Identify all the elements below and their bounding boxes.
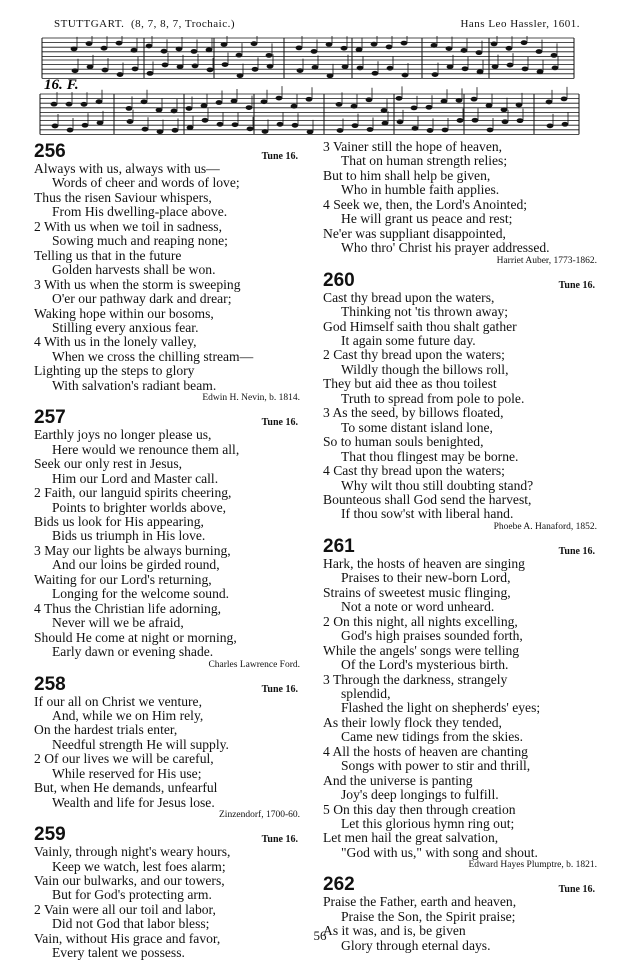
- verse-line: Flashed the light on shepherds' eyes;: [341, 700, 541, 716]
- tune-reference: Tune 16.: [261, 683, 298, 695]
- verse-line: As it was, and is, be given: [323, 923, 466, 939]
- left-column: [34, 140, 300, 961]
- verse-line: Telling us that in the future: [34, 247, 182, 263]
- note-head: [201, 103, 208, 108]
- verse-line: But for God's protecting arm.: [52, 887, 212, 903]
- note-head: [471, 97, 478, 102]
- hymn-heading: [34, 140, 300, 162]
- note-head: [207, 67, 214, 72]
- verse-line: O'er our pathway dark and drear;: [52, 291, 232, 307]
- note-head: [432, 72, 439, 77]
- hymn-heading: [34, 823, 300, 845]
- note-head: [206, 47, 213, 52]
- verse-line: But, when He demands, unfearful: [34, 780, 218, 796]
- note-head: [356, 47, 363, 52]
- tune-header: [54, 18, 235, 30]
- verse-line: 2 With us when we toil in sadness,: [34, 218, 222, 234]
- verse-line: Came new tidings from the skies.: [341, 729, 523, 745]
- note-head: [552, 65, 559, 70]
- hymn-259-continued: [323, 140, 597, 267]
- hymn-258: [34, 673, 300, 822]
- note-head: [101, 46, 108, 51]
- note-head: [312, 65, 319, 70]
- note-head: [221, 42, 228, 47]
- note-head: [131, 48, 138, 53]
- note-head: [81, 102, 88, 107]
- note-head: [562, 122, 569, 127]
- note-head: [67, 128, 74, 133]
- note-head: [177, 64, 184, 69]
- note-head: [426, 105, 433, 110]
- verse-line: 2 Cast thy bread upon the waters;: [323, 347, 505, 363]
- verse-line: Praises to their new-born Lord,: [341, 570, 511, 586]
- verse-line: While reserved for His use;: [52, 765, 202, 781]
- composer-credit: Hans Leo Hassler, 1601.: [460, 18, 580, 30]
- verse-line: Truth to spread from pole to pole.: [341, 390, 525, 406]
- verse-line: 3 Through the darkness, strangely: [323, 671, 508, 687]
- hymn-author: Edwin H. Nevin, b. 1814.: [202, 393, 300, 404]
- note-head: [537, 69, 544, 74]
- hymn-number: 256: [34, 141, 66, 162]
- note-head: [277, 122, 284, 127]
- right-column: [323, 140, 597, 953]
- hymn-heading: [34, 673, 300, 695]
- verse-line: Seek our only rest in Jesus,: [34, 456, 183, 472]
- note-head: [306, 97, 313, 102]
- hymn-257: [34, 406, 300, 670]
- note-head: [446, 46, 453, 51]
- note-head: [191, 49, 198, 54]
- verse-line: Needful strength He will supply.: [52, 736, 229, 752]
- note-head: [402, 73, 409, 78]
- verse-line: Not a note or word unheard.: [341, 599, 495, 615]
- verse-line: 4 Cast thy bread upon the waters;: [323, 463, 505, 479]
- note-head: [342, 64, 349, 69]
- verse-line: While the angels' songs were telling: [323, 642, 520, 658]
- note-head: [82, 123, 89, 128]
- note-head: [397, 119, 404, 124]
- verse-line: Lighting up the steps to glory: [34, 363, 195, 379]
- note-head: [266, 53, 273, 58]
- note-head: [507, 63, 514, 68]
- note-head: [456, 98, 463, 103]
- tune-reference: Tune 16.: [558, 279, 595, 291]
- verse-line: 3 May our lights be always burning,: [34, 542, 231, 558]
- note-head: [237, 73, 244, 78]
- note-head: [461, 48, 468, 53]
- note-head: [371, 42, 378, 47]
- note-head: [551, 53, 558, 58]
- note-head: [117, 72, 124, 77]
- verse-line: Praise the Son, the Spirit praise;: [341, 908, 516, 924]
- hymn-number: 260: [323, 269, 355, 291]
- hymn-number: 257: [34, 407, 66, 429]
- note-head: [516, 103, 523, 108]
- verse-line: Should He come at night or morning,: [34, 629, 237, 645]
- verse-line: On the hardest trials enter,: [34, 722, 178, 738]
- note-head: [357, 66, 364, 71]
- verse-line: It again some future day.: [341, 332, 476, 348]
- note-head: [336, 102, 343, 107]
- note-head: [311, 49, 318, 54]
- note-head: [486, 103, 493, 108]
- note-head: [252, 67, 259, 72]
- note-head: [337, 128, 344, 133]
- verse-line: Bounteous shall God send the harvest,: [323, 491, 532, 507]
- verse-line: Always with us, always with us—: [34, 161, 220, 176]
- verse-line: But to him shall help be given,: [323, 167, 491, 183]
- verse-line: 3 With us when the storm is sweeping: [34, 276, 241, 292]
- page-number: 56: [313, 928, 327, 943]
- hymn-heading: [323, 873, 597, 895]
- note-head: [102, 68, 109, 73]
- note-head: [161, 49, 168, 54]
- verse-line: With salvation's radiant beam.: [52, 377, 217, 393]
- note-head: [202, 118, 209, 123]
- note-head: [172, 128, 179, 133]
- verse-line: Him our Lord and Master call.: [52, 470, 219, 486]
- verse-line: 2 Vain were all our toil and labor,: [34, 901, 216, 917]
- note-head: [387, 66, 394, 71]
- note-head: [276, 96, 283, 101]
- tune-reference: Tune 16.: [558, 884, 595, 896]
- verse-line: If our all on Christ we venture,: [34, 693, 202, 709]
- verse-line: Keep we watch, lest foes alarm;: [52, 858, 226, 874]
- note-head: [396, 96, 403, 101]
- verse-line: Songs with power to stir and thrill,: [341, 758, 531, 774]
- note-head: [72, 68, 79, 73]
- tune-reference: Tune 16.: [261, 834, 298, 846]
- tune-number-label: 16. F.: [44, 77, 79, 93]
- verse-line: Words of cheer and words of love;: [52, 175, 240, 191]
- verse-line: Why wilt thou still doubting stand?: [341, 477, 534, 493]
- note-head: [502, 119, 509, 124]
- verse-line: Praise the Father, earth and heaven,: [323, 894, 517, 910]
- note-head: [171, 109, 178, 114]
- verse-line: He will grant us peace and rest;: [341, 211, 513, 227]
- verse-line: Wildly though the billows roll,: [341, 361, 509, 377]
- note-head: [216, 100, 223, 105]
- hymn-number: 258: [34, 673, 66, 695]
- tune-reference: Tune 16.: [558, 545, 595, 557]
- note-head: [52, 124, 59, 129]
- verse-line: Hark, the hosts of heaven are singing: [323, 555, 525, 571]
- verse-line: Stilling every anxious fear.: [52, 319, 199, 335]
- note-head: [187, 125, 194, 130]
- verse-line: Waking hope within our bosoms,: [34, 305, 214, 321]
- note-head: [87, 65, 94, 70]
- note-head: [506, 46, 513, 51]
- note-head: [447, 64, 454, 69]
- note-head: [517, 118, 524, 123]
- verse-line: Glory through eternal days.: [341, 937, 491, 953]
- note-head: [142, 127, 149, 132]
- note-head: [326, 42, 333, 47]
- note-head: [521, 40, 528, 45]
- hymn-author: Charles Lawrence Ford.: [208, 659, 300, 670]
- note-head: [546, 100, 553, 105]
- hymn-256: [34, 140, 300, 404]
- verse-line: Who thro' Christ his prayer addressed.: [341, 240, 550, 256]
- verse-line: From His dwelling-place above.: [52, 204, 228, 220]
- hymn-heading: [34, 406, 300, 428]
- note-head: [232, 122, 239, 127]
- note-head: [366, 97, 373, 102]
- verse-line: Every talent we possess.: [52, 945, 185, 961]
- verse-line: 4 Thus the Christian life adorning,: [34, 600, 222, 616]
- hymn-number: 261: [323, 535, 355, 557]
- verse-line: To some distant island lone,: [341, 419, 493, 435]
- verse-line: As their lowly flock they tended,: [323, 714, 502, 730]
- note-head: [477, 69, 484, 74]
- note-head: [71, 46, 78, 51]
- verse-line: And, while we on Him rely,: [52, 707, 204, 723]
- note-head: [441, 99, 448, 104]
- note-head: [251, 41, 258, 46]
- note-head: [386, 45, 393, 50]
- tune-reference: Tune 16.: [261, 151, 298, 162]
- note-head: [501, 107, 508, 112]
- verse-line: God Himself saith thou shalt gather: [323, 318, 517, 334]
- note-head: [292, 123, 299, 128]
- verse-line: If thou sow'st with liberal hand.: [341, 506, 514, 522]
- note-head: [267, 64, 274, 69]
- tune-name: STUTTGART.: [54, 18, 125, 30]
- notes: [51, 36, 569, 134]
- note-head: [472, 118, 479, 123]
- note-head: [127, 119, 134, 124]
- note-head: [476, 50, 483, 55]
- verse-line: 4 Seek we, then, the Lord's Anointed;: [323, 196, 528, 212]
- note-head: [382, 121, 389, 126]
- note-head: [157, 129, 164, 134]
- verse-line: Vain, without His grace and favor,: [34, 930, 221, 946]
- verse-line: Wealth and life for Jesus lose.: [52, 794, 215, 810]
- note-head: [457, 118, 464, 123]
- note-head: [307, 129, 314, 134]
- verse-line: 2 On this night, all nights excelling,: [323, 613, 518, 629]
- note-head: [147, 71, 154, 76]
- hymn-author: Phoebe A. Hanaford, 1852.: [493, 521, 597, 532]
- note-head: [352, 123, 359, 128]
- note-head: [341, 46, 348, 51]
- verse-line: splendid,: [341, 685, 391, 701]
- verse-line: When we cross the chilling stream—: [52, 348, 254, 364]
- verse-line: Strains of sweetest music flinging,: [323, 584, 511, 600]
- verse-line: And the universe is panting: [323, 772, 473, 788]
- note-head: [176, 47, 183, 52]
- note-head: [132, 67, 139, 72]
- hymn-heading: [323, 269, 597, 291]
- note-head: [327, 73, 334, 78]
- note-head: [231, 99, 238, 104]
- note-head: [547, 123, 554, 128]
- verse-line: Early dawn or evening shade.: [52, 644, 214, 660]
- verse-line: That on human strength relies;: [341, 153, 508, 169]
- verse-line: Golden harvests shall be won.: [52, 262, 216, 278]
- note-head: [411, 105, 418, 110]
- hymn-author: Edward Hayes Plumptre, b. 1821.: [468, 860, 597, 871]
- verse-line: 5 On this day then through creation: [323, 801, 516, 817]
- verse-line: Joy's deep longings to fulfill.: [341, 787, 499, 803]
- verse-line: 4 All the hosts of heaven are chanting: [323, 743, 528, 759]
- verse-line: Let men hail the great salvation,: [323, 830, 499, 846]
- verse-line: And our loins be girded round,: [52, 557, 220, 573]
- note-head: [162, 63, 169, 68]
- verse-line: Thus the risen Saviour whispers,: [34, 189, 212, 205]
- hymn-number: 259: [34, 824, 66, 846]
- hymn-260: [323, 269, 597, 533]
- note-head: [561, 96, 568, 101]
- verse-line: Points to brighter worlds above,: [52, 499, 227, 515]
- note-head: [51, 102, 58, 107]
- note-head: [442, 128, 449, 133]
- verse-line: Sowing much and reaping none;: [52, 233, 228, 249]
- verse-line: Longing for the welcome sound.: [52, 586, 230, 602]
- tune-meter: (8, 7, 8, 7, Trochaic.): [130, 18, 236, 30]
- verse-line: Of the Lord's mysterious birth.: [341, 657, 509, 673]
- note-head: [247, 126, 254, 131]
- verse-line: Here would we renounce them all,: [52, 441, 240, 457]
- verse-line: Earthly joys no longer please us,: [34, 427, 212, 443]
- note-head: [192, 63, 199, 68]
- note-head: [522, 67, 529, 72]
- note-head: [217, 122, 224, 127]
- music-score: [34, 36, 584, 136]
- note-head: [297, 68, 304, 73]
- note-head: [222, 62, 229, 67]
- note-head: [431, 43, 438, 48]
- verse-line: Waiting for our Lord's returning,: [34, 571, 212, 587]
- verse-line: 4 With us in the lonely valley,: [34, 334, 197, 350]
- note-head: [367, 127, 374, 132]
- tune-reference: Tune 16.: [261, 417, 298, 429]
- verse-line: So to human souls benighted,: [323, 434, 484, 450]
- note-head: [381, 108, 388, 113]
- note-head: [86, 41, 93, 46]
- verse-line: Thinking not 'tis thrown away;: [341, 304, 509, 320]
- hymn-author: Harriet Auber, 1773-1862.: [496, 255, 597, 266]
- note-head: [246, 105, 253, 110]
- note-head: [261, 99, 268, 104]
- verse-line: God's high praises sounded forth,: [341, 628, 523, 644]
- note-head: [126, 106, 133, 111]
- verse-line: 2 Of our lives we will be careful,: [34, 751, 214, 767]
- verse-line: 3 As the seed, by billows floated,: [323, 405, 504, 421]
- note-head: [427, 128, 434, 133]
- note-head: [186, 106, 193, 111]
- note-head: [66, 102, 73, 107]
- verse-line: That thou flingest may be borne.: [341, 448, 519, 464]
- note-head: [296, 45, 303, 50]
- note-head: [236, 53, 243, 58]
- note-head: [156, 108, 163, 113]
- verse-line: Never will we be afraid,: [52, 615, 184, 631]
- note-head: [351, 104, 358, 109]
- hymn-261: [323, 535, 597, 872]
- hymn-author: Zinzendorf, 1700-60.: [219, 810, 300, 821]
- note-head: [401, 41, 408, 46]
- note-head: [141, 99, 148, 104]
- verse-line: 3 Vainer still the hope of heaven,: [323, 139, 503, 154]
- note-head: [491, 42, 498, 47]
- verse-line: Ne'er was suppliant disappointed,: [323, 225, 506, 241]
- note-head: [96, 99, 103, 104]
- note-head: [97, 120, 104, 125]
- note-head: [462, 66, 469, 71]
- verse-line: 2 Faith, our languid spirits cheering,: [34, 485, 232, 501]
- hymn-heading: [323, 535, 597, 557]
- verse-line: Cast thy bread upon the waters,: [323, 289, 495, 305]
- verse-line: Who in humble faith applies.: [341, 182, 500, 198]
- verse-line: Did not God that labor bless;: [52, 916, 210, 932]
- note-head: [116, 41, 123, 46]
- note-head: [262, 129, 269, 134]
- verse-line: They but aid thee as thou toilest: [323, 376, 497, 392]
- verse-line: Vain our bulwarks, and our towers,: [34, 873, 225, 889]
- note-head: [372, 71, 379, 76]
- note-head: [291, 104, 298, 109]
- verse-line: "God with us," with song and shout.: [341, 844, 538, 860]
- verse-line: Bids us triumph in His love.: [52, 528, 206, 544]
- hymn-number: 262: [323, 874, 355, 896]
- verse-line: Let this glorious hymn ring out;: [341, 816, 515, 832]
- verse-line: Vainly, through night's weary hours,: [34, 844, 231, 860]
- note-head: [492, 64, 499, 69]
- note-head: [536, 49, 543, 54]
- note-head: [146, 44, 153, 49]
- note-head: [412, 126, 419, 131]
- note-head: [487, 128, 494, 133]
- verse-line: Bids us look for His appearing,: [34, 513, 204, 529]
